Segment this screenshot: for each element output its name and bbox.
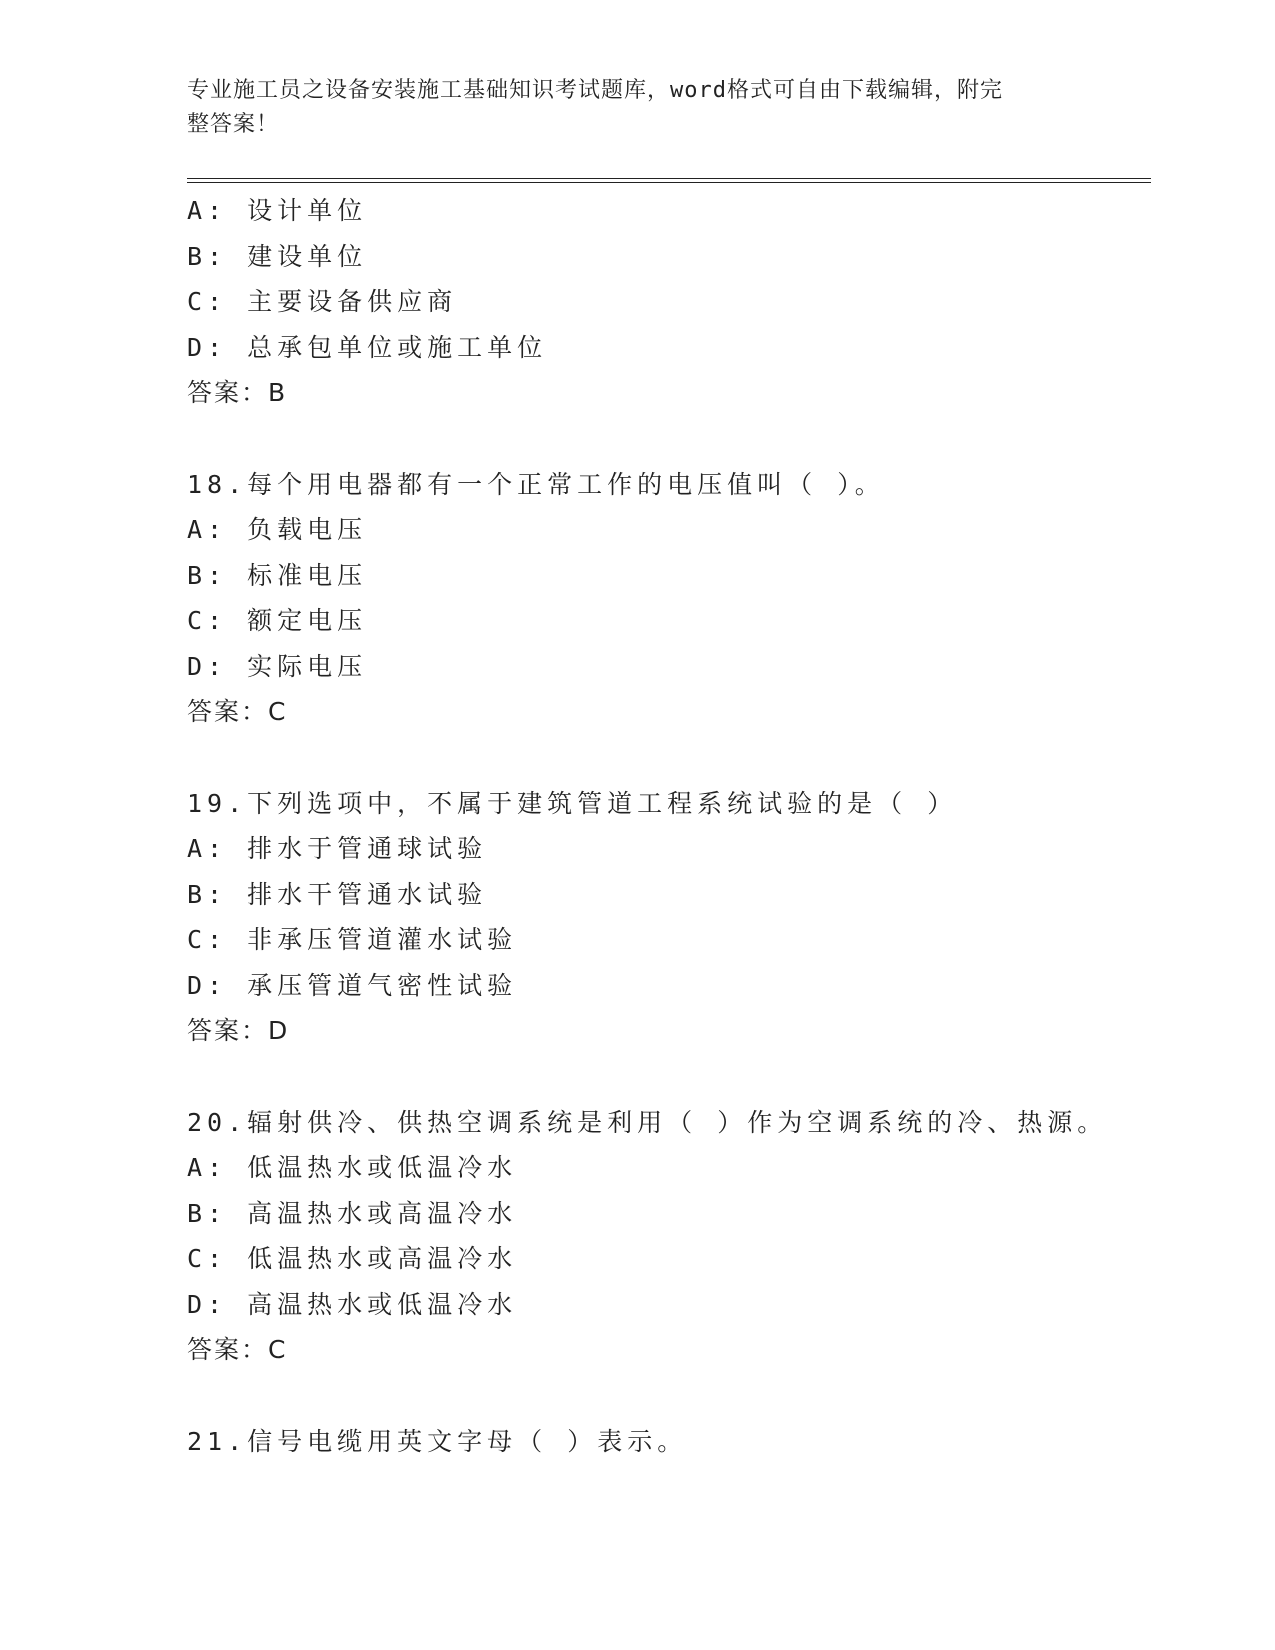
- option-c: C: 额定电压: [187, 606, 368, 635]
- question-text: 21.信号电缆用英文字母（ ）表示。: [187, 1426, 688, 1456]
- question-text: 18.每个用电器都有一个正常工作的电压值叫（ ）。: [187, 469, 885, 499]
- question-20-block: [187, 1100, 1151, 1373]
- document-header: [187, 74, 1067, 142]
- option-d: D: 承压管道气密性试验: [187, 970, 518, 1000]
- option-a: A: 排水于管通球试验: [187, 834, 488, 863]
- header-divider-top: [187, 178, 1151, 179]
- spacer: [187, 735, 1151, 781]
- answer-text: 答案：D: [187, 1016, 290, 1045]
- option-a: A: 低温热水或低温冷水: [187, 1153, 518, 1182]
- header-divider-bottom: [187, 182, 1151, 183]
- option-a: A: 负载电压: [187, 515, 368, 544]
- option-b: B: 排水干管通水试验: [187, 879, 488, 909]
- option-c: C: 主要设备供应商: [187, 287, 458, 316]
- option-b: B: 标准电压: [187, 560, 368, 590]
- answer-text: 答案：C: [187, 1335, 288, 1364]
- answer-text: 答案：B: [187, 378, 288, 407]
- spacer: [187, 1054, 1151, 1100]
- answer-text: 答案：C: [187, 697, 288, 726]
- option-b: B: 高温热水或高温冷水: [187, 1198, 518, 1228]
- header-line-2: 整答案！: [187, 112, 280, 137]
- question-text: 19.下列选项中，不属于建筑管道工程系统试验的是（ ）: [187, 788, 958, 818]
- option-d: D: 高温热水或低温冷水: [187, 1289, 518, 1319]
- header-line-1: 专业施工员之设备安装施工基础知识考试题库，word格式可自由下载编辑，附完: [187, 78, 1003, 103]
- question-list: [187, 188, 1151, 1464]
- spacer: [187, 1373, 1151, 1419]
- option-c: C: 低温热水或高温冷水: [187, 1244, 518, 1273]
- option-c: C: 非承压管道灌水试验: [187, 925, 518, 954]
- spacer: [187, 416, 1151, 462]
- option-d: D: 实际电压: [187, 651, 368, 681]
- question-text: 20.辐射供冷、供热空调系统是利用（ ）作为空调系统的冷、热源。: [187, 1107, 1108, 1137]
- option-a: A: 设计单位: [187, 196, 368, 225]
- question-17-block: [187, 188, 1151, 416]
- question-18-block: [187, 462, 1151, 735]
- question-19-block: [187, 781, 1151, 1054]
- option-b: B: 建设单位: [187, 241, 368, 271]
- option-d: D: 总承包单位或施工单位: [187, 332, 548, 362]
- question-21-block: [187, 1419, 1151, 1465]
